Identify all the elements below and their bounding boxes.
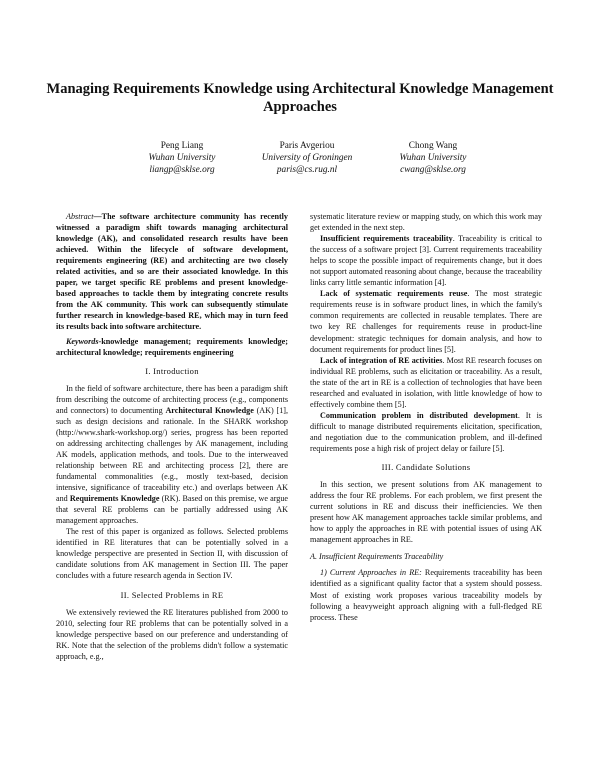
author-email: cwang@sklse.org xyxy=(400,165,466,175)
author-affiliation: Wuhan University xyxy=(399,153,467,163)
author-affiliation: University of Groningen xyxy=(261,153,353,163)
text-run: (RK). Based on this premise, we argue that several RE problems can be partially addressed using AK management approaches. xyxy=(56,494,288,526)
author-affiliation: Wuhan University xyxy=(148,153,216,163)
problem-communication-title: Communication problem in distributed development xyxy=(320,410,518,420)
problems-paragraph-1-continued: systematic literature review or mapping study, on which this work may get extended in the next step. xyxy=(310,212,542,233)
term-architectural-knowledge: Architectural Knowledge xyxy=(165,405,254,415)
author-block-3 xyxy=(348,140,518,176)
intro-paragraph-1 xyxy=(56,383,288,527)
section-heading-candidate-solutions: III. Candidate Solutions xyxy=(381,462,471,473)
keywords-text: -knowledge management; requirements knowledge; architectural knowledge; requirements engineering xyxy=(56,336,288,357)
problem-reuse xyxy=(310,288,542,354)
author-email: liangp@sklse.org xyxy=(149,165,215,175)
right-column xyxy=(310,211,542,623)
subsubsection-title: 1) Current Approaches in RE: xyxy=(320,568,422,578)
title-line-2: Approaches xyxy=(263,99,337,115)
author-email: paris@cs.rug.nl xyxy=(276,165,338,175)
problem-integration-title: Lack of integration of RE activities xyxy=(320,355,443,365)
paper-title xyxy=(40,80,560,116)
abstract xyxy=(56,211,288,333)
text-run: (AK) [1], such as design decisions and rationale. In the SHARK workshop (http://www.shark-workshop.org/) series, progress has been reported on addressing architecting challenges by AK management, including AK models, application methods, and tools. Due to the interweaved relationship between RE and architecting process [2], there are fundamental commonalities (e.g., mostly text-based, decision intensive, significance of traceability etc.) and overlaps between AK and xyxy=(56,405,288,504)
abstract-label: Abstract xyxy=(66,212,94,221)
section-heading-introduction: I. Introduction xyxy=(145,365,199,376)
author-name: Paris Avgeriou xyxy=(279,141,335,151)
subsubsection-current-approaches xyxy=(310,567,542,622)
term-requirements-knowledge: Requirements Knowledge xyxy=(69,494,160,504)
title-line-1: Managing Requirements Knowledge using Architectural Knowledge Management xyxy=(46,81,554,97)
author-name: Chong Wang xyxy=(408,141,458,151)
solutions-paragraph-1: In this section, we present solutions from AK management to address the four RE problems. For each problem, we first present the current solutions in RE and discuss their inefficiencies. We then present how AK management approaches tackle similar problems, and how to apply the approaches in RE with potential issues of using AK management approaches in RE. xyxy=(310,480,542,545)
keywords-label: Keywords xyxy=(66,336,99,346)
text-run: In the field of software architecture, there has been a paradigm shift from describing the outcome of architecting process (e.g., components and connectors) to documenting xyxy=(56,383,288,415)
text-run: . It is difficult to manage distributed requirements elicitation, specification, and negotiation due to the communication problem, and ill-defined requirements pose a high risk of project delay or failure [5]. xyxy=(310,410,542,453)
text-run: . The most strategic requirements reuse is in software product lines, in which the family's common requirements are collected in reusable templates. There are two key RE challenges for requirements reuse in product-line development: strategic techniques for domain analysis, and how to document requirements for product lines [5]. xyxy=(310,289,543,354)
problems-paragraph-1: We extensively reviewed the RE literatures published from 2000 to 2010, selecting four RE problems that can be potentially solved in a knowledge perspective based on our preference and understanding of RK. Note that the selection of the problems didn't follow a systematic approach, e.g., xyxy=(56,607,288,661)
section-heading-selected-problems: II. Selected Problems in RE xyxy=(120,589,224,600)
problem-traceability-title: Insufficient requirements traceability xyxy=(320,234,453,244)
left-column xyxy=(56,211,288,662)
keywords xyxy=(56,336,288,358)
problem-traceability xyxy=(310,233,542,288)
subsection-heading-traceability: A. Insufficient Requirements Traceability xyxy=(310,552,444,562)
author-name: Peng Liang xyxy=(160,141,204,151)
problem-reuse-title: Lack of systematic requirements reuse xyxy=(320,289,468,299)
intro-paragraph-2: The rest of this paper is organized as follows. Selected problems identified in RE literatures that can be potentially solved in a knowledge perspective are presented in Section II, with discussion of candidate solutions from AK management in Section III. The paper concludes with a future research agenda in Section IV. xyxy=(56,527,288,581)
text-run: . Traceability is critical to the success of a software project [3]. Current requirements traceability helps to scope the possible impact of requirements change, but it does not support automated reasoning about change, because the traceability links carry little semantic information [4]. xyxy=(310,234,542,288)
text-run: Requirements traceability has been identified as a significant quality factor that a system should possess. Most of existing work proposes various traceability models by following a heavyweight approach aligning with a full-fledged RE process. These xyxy=(310,568,543,622)
problem-communication xyxy=(310,410,542,454)
abstract-text: —The software architecture community has recently witnessed a paradigm shift towards managing architectural knowledge (AK), and consolidated research results have been achieved. Within the lifecycle of software development, requirements engineering (RE) and architecting are two closely related activities, and so are their associated knowledge. In this paper, we target specific RE problems and present knowledge-based approaches to tackle them by integrating concrete results from the AK community. This work can subsequently stimulate further research in knowledge-based RE, which may in turn feed its results back into software architecture. xyxy=(56,212,288,332)
text-run: . Most RE research focuses on individual RE problems, such as elicitation or traceability. As a result, the state of the art in RE is a collection of technologies that have been researched and evaluated in isolation, with little knowledge of how to effectively combine them [5]. xyxy=(310,355,542,409)
problem-integration xyxy=(310,355,542,410)
